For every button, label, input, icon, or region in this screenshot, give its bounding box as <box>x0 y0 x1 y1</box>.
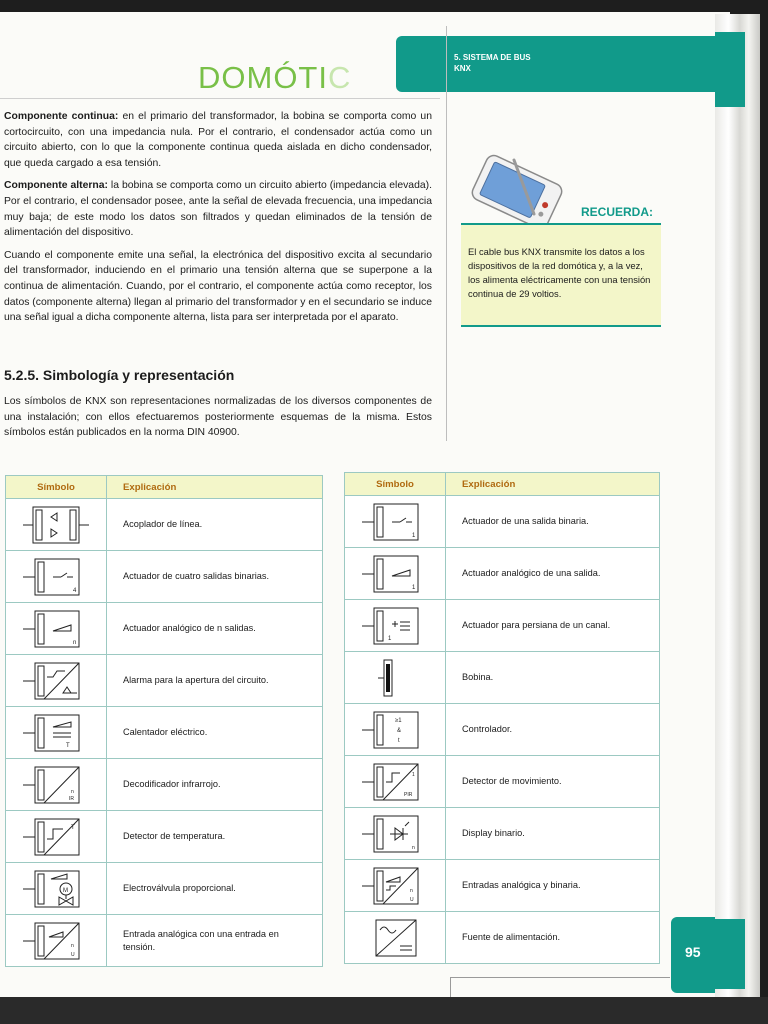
table-row <box>345 756 660 808</box>
page-title: DOMÓTIC <box>198 60 352 95</box>
explanation-cell: Electroválvula proporcional. <box>107 863 323 915</box>
footer-rule-vertical <box>450 977 451 997</box>
table-row <box>345 912 660 964</box>
recuerda-text: El cable bus KNX transmite los datos a los dispositivos de la red domótica y, a la vez, los alimenta eléctricamente con una tensión continua de 29 voltios. <box>468 246 651 299</box>
circuit-opening-alarm-symbol-icon <box>21 659 91 703</box>
svg-text:T: T <box>66 742 70 749</box>
page-edge-tab-top <box>715 32 745 107</box>
svg-text:1: 1 <box>412 584 416 591</box>
table-row <box>6 603 323 655</box>
explanation-cell: Decodificador infrarrojo. <box>107 759 323 811</box>
table-row <box>345 496 660 548</box>
column-header-symbol: Símbolo <box>345 473 446 496</box>
header-rule <box>0 98 440 99</box>
section-tab-label: 5. SISTEMA DE BUS KNX <box>454 53 531 73</box>
svg-text:PIR: PIR <box>404 791 413 798</box>
single-analog-actuator-symbol-icon <box>360 552 430 596</box>
explanation-cell: Actuador de cuatro salidas binarias. <box>107 551 323 603</box>
svg-text:U: U <box>410 896 414 903</box>
table-row <box>6 811 323 863</box>
recuerda-heading: RECUERDA: <box>581 205 653 219</box>
explanation-cell: Acoplador de línea. <box>107 499 323 551</box>
explanation-cell: Fuente de alimentación. <box>446 912 660 964</box>
section-heading: 5.2.5. Simbología y representación <box>4 367 235 383</box>
explanation-cell: Actuador para persiana de un canal. <box>446 600 660 652</box>
table-row <box>6 707 323 759</box>
paragraph-dc-component: Componente continua: en el primario del transformador, la bobina se comporta como un cortocircuito, con una impedancia nula. Por el contrario, el condensador actúa como un circuito abierto, con lo que la componente continua queda aislada en dicho condensador, que queda cargado a esa tensión. <box>4 111 432 169</box>
paragraph-ac-component: Componente alterna: la bobina se comporta como un circuito abierto (impedancia elevada). Por el contrario, el condensador posee, ante la señal de elevada frecuencia, una impedancia muy baja; de este modo los datos son filtrados y quedan eliminados de la tensión de alimentación del dispositivo. <box>4 180 432 239</box>
recuerda-box <box>461 223 661 327</box>
table-row <box>6 499 323 551</box>
svg-text:n: n <box>412 844 415 851</box>
table-row <box>345 548 660 600</box>
svg-text:IR: IR <box>69 795 74 802</box>
svg-text:4: 4 <box>73 587 77 594</box>
table-row <box>6 655 323 707</box>
svg-text:U: U <box>71 951 75 958</box>
page-number: 95 <box>685 944 701 960</box>
explanation-cell: Actuador de una salida binaria. <box>446 496 660 548</box>
svg-text:n: n <box>73 639 77 646</box>
svg-text:1: 1 <box>412 532 416 539</box>
table-row <box>345 860 660 912</box>
table-row <box>345 652 660 704</box>
temperature-detector-symbol-icon <box>21 815 91 859</box>
explanation-cell: Controlador. <box>446 704 660 756</box>
svg-text:≥1: ≥1 <box>395 717 402 724</box>
section-paragraph: Los símbolos de KNX son representaciones normalizadas de los diversos componentes de una instalación; con ellos efectuaremos posteriormente esquemas de la misma. Estos símbolos están publicados en la norma DIN 40900. <box>4 396 432 439</box>
paragraph-signal: Cuando el componente emite una señal, la electrónica del dispositivo excita al secundario del transformador, induciendo en el primario una tensión alterna que se superpone a la continua de alimentación. Cuando, por el contrario, el componente actúa como receptor, los datos (componente alterna) llegan al primario del transformador y en el secundario se induce una señal igual a dicha componente alterna, lista para ser interpretada por el aparato. <box>4 249 432 324</box>
symbols-table-left <box>5 475 323 967</box>
table-row <box>345 808 660 860</box>
page-stack-edge <box>715 14 760 999</box>
explanation-cell: Actuador analógico de una salida. <box>446 548 660 600</box>
controller-symbol-icon <box>360 708 430 752</box>
svg-text:n: n <box>71 942 74 949</box>
svg-text:n: n <box>410 887 413 894</box>
analog-voltage-input-symbol-icon <box>21 919 91 963</box>
binary-display-symbol-icon <box>360 812 430 856</box>
infrared-decoder-symbol-icon <box>21 763 91 807</box>
svg-text:1: 1 <box>412 771 415 778</box>
coil-symbol-icon <box>360 656 430 700</box>
page-number-tab <box>671 917 721 993</box>
column-header-explanation: Explicación <box>446 473 660 496</box>
power-supply-symbol-icon <box>360 916 430 960</box>
blind-actuator-symbol-icon <box>360 604 430 648</box>
explanation-cell: Display binario. <box>446 808 660 860</box>
table-row <box>6 551 323 603</box>
motion-detector-symbol-icon <box>360 760 430 804</box>
page-edge-tab-bottom <box>715 919 745 989</box>
symbols-table-right <box>344 472 660 964</box>
explanation-cell: Actuador analógico de n salidas. <box>107 603 323 655</box>
svg-text:&: & <box>397 727 402 734</box>
column-header-symbol: Símbolo <box>6 476 107 499</box>
explanation-cell: Detector de temperatura. <box>107 811 323 863</box>
table-row <box>6 863 323 915</box>
scan-background <box>0 997 768 1024</box>
footer-rule <box>450 977 670 978</box>
four-binary-output-actuator-symbol-icon <box>21 555 91 599</box>
binary-output-actuator-symbol-icon <box>360 500 430 544</box>
line-coupler-symbol-icon <box>21 503 91 547</box>
pda-illustration-icon <box>462 152 572 230</box>
column-header-explanation: Explicación <box>107 476 323 499</box>
table-row <box>6 915 323 967</box>
proportional-valve-symbol-icon <box>21 867 91 911</box>
column-divider <box>446 26 447 441</box>
svg-text:1: 1 <box>388 635 392 642</box>
analog-binary-inputs-symbol-icon <box>360 864 430 908</box>
explanation-cell: Calentador eléctrico. <box>107 707 323 759</box>
svg-text:t: t <box>398 737 400 744</box>
book-page <box>0 12 730 997</box>
explanation-cell: Entrada analógica con una entrada en tensión. <box>107 915 323 967</box>
analog-n-output-actuator-symbol-icon <box>21 607 91 651</box>
explanation-cell: Entradas analógica y binaria. <box>446 860 660 912</box>
table-row <box>345 704 660 756</box>
svg-text:T: T <box>71 824 75 831</box>
explanation-cell: Alarma para la apertura del circuito. <box>107 655 323 707</box>
table-row <box>6 759 323 811</box>
explanation-cell: Bobina. <box>446 652 660 704</box>
svg-text:n: n <box>71 788 74 795</box>
svg-text:M: M <box>63 887 68 894</box>
body-text <box>4 109 432 333</box>
table-row <box>345 600 660 652</box>
electric-heater-symbol-icon <box>21 711 91 755</box>
explanation-cell: Detector de movimiento. <box>446 756 660 808</box>
